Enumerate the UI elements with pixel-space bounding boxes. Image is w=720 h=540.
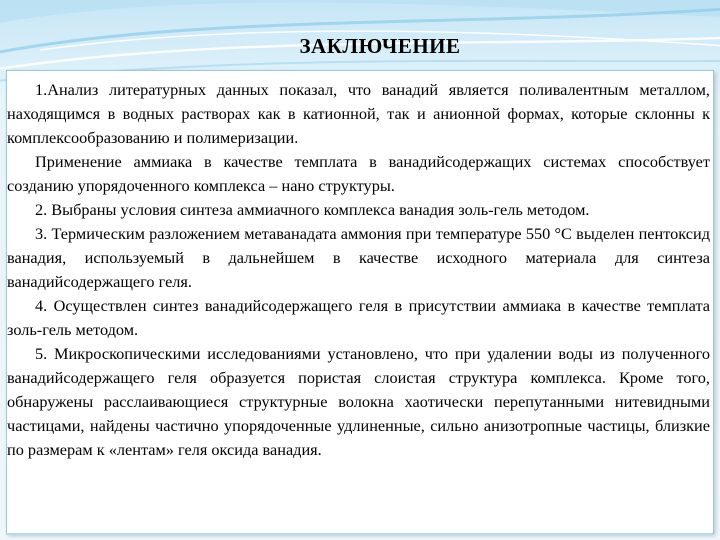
paragraph-3: 2. Выбраны условия синтеза аммиачного комплекса ванадия золь-гель методом. [35,200,590,219]
paragraph-4: 3. Термическим разложением метаванадата аммония при температуре 550 °С выделен пентоксид ванадия, используемый в дальнейшем в качестве исходного материала для синтеза ванадийсодержащего геля. [7,224,710,291]
paragraph-2: Применение аммиака в качестве темплата в ванадийсодержащих системах способствует созданию упорядоченного комплекса – нано структуры. [7,152,710,195]
slide-title: ЗАКЛЮЧЕНИЕ [299,34,461,58]
conclusion-text [7,78,710,462]
paragraph-1: 1.Анализ литературных данных показал, что ванадий является поливалентным металлом, находящимся в водных растворах как в катионной, так и анионной формах, которые склонны к комплексообразованию и полимеризации. [7,80,710,147]
paragraph-6: 5. Микроскопическими исследованиями установлено, что при удалении воды из полученного ванадийсодержащего геля образуется пористая слоистая структура комплекса. Кроме того, обнаружены расслаивающиеся структурные волокна хаотически перепутанными нитевидными частицами, найдены частично упорядоченные удлиненные, сильно анизотропные частицы, близкие по размерам к «лентам» геля оксида ванадия. [7,344,710,459]
paragraph-5: 4. Осуществлен синтез ванадийсодержащего геля в присутствии аммиака в качестве темплата золь-гель методом. [7,296,710,339]
bottom-divider [6,533,712,535]
